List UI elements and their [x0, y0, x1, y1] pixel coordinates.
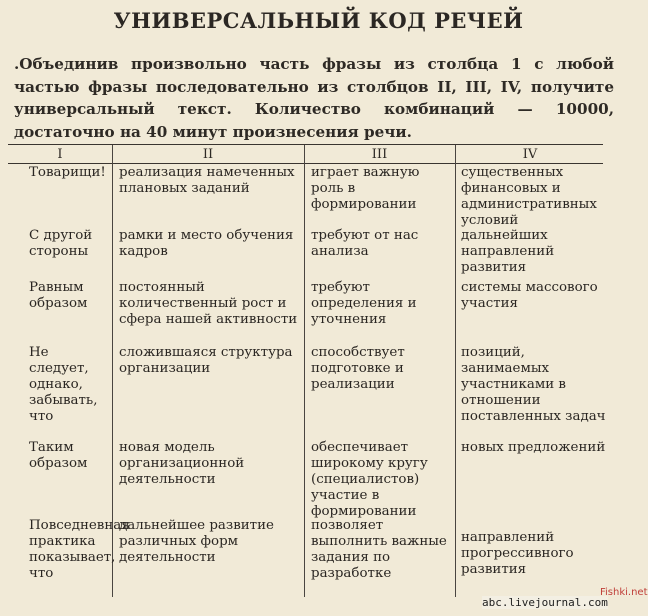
table-cell: дальнейшее развитие различных форм деятельности — [119, 518, 274, 565]
table-cell: С другой стороны — [29, 228, 93, 259]
table-cell: требуют от нас анализа — [311, 228, 419, 259]
table-cell: новая модель организационной деятельности — [119, 440, 245, 487]
table-top-rule — [8, 144, 603, 145]
table-cell: обеспечивает широкому кругу (специалистов) участие в формировании — [311, 440, 428, 519]
column-header-2: II — [202, 147, 214, 162]
page-title: УНИВЕРСАЛЬНЫЙ КОД РЕЧЕЙ — [113, 8, 524, 33]
table-cell: направлений прогрессивного развития — [461, 530, 574, 577]
table-cell: играет важную роль в формировании — [311, 165, 420, 212]
column-header-3: III — [371, 147, 388, 162]
column-header-4: IV — [522, 147, 538, 162]
table-cell: Таким образом — [29, 440, 88, 471]
table-cell: новых предложений — [461, 440, 606, 455]
column-divider — [304, 145, 305, 597]
table-cell: постоянный количественный рост и сфера нашей активности — [119, 280, 298, 327]
column-header-1: I — [57, 147, 63, 162]
table-cell: рамки и место обучения кадров — [119, 228, 294, 259]
table-cell: сложившаяся структура организации — [119, 345, 293, 376]
column-divider — [455, 145, 456, 597]
table-cell: требуют определения и уточнения — [311, 280, 417, 327]
intro-paragraph: .Объединив произвольно часть фразы из столбца 1 с любой частью фразы последовательно из столбцов II, III, IV, получите универсальный текст. Количество комбинаций — 10000, достаточно на 40 минут произнесения речи. — [14, 55, 614, 141]
table-cell: дальнейших направлений развития — [461, 228, 555, 275]
table-cell: Равным образом — [29, 280, 88, 311]
table-cell: Товарищи! — [29, 165, 106, 180]
table-cell: существенных финансовых и административных условий — [461, 165, 597, 228]
table-cell: позволяет выполнить важные задания по разработке — [311, 518, 447, 581]
table-cell: позиций, занимаемых участниками в отношении поставленных задач — [461, 345, 606, 424]
table-cell: системы массового участия — [461, 280, 598, 311]
table-header-rule — [8, 163, 603, 164]
table-cell: способствует подготовке и реализации — [311, 345, 405, 392]
table-cell: Повседневная практика показывает, что — [29, 518, 130, 581]
watermark-link: abc.livejournal.com — [482, 596, 608, 609]
watermark-logo: Fishki.net — [600, 587, 648, 598]
table-cell: Не следует, однако, забывать, что — [29, 345, 98, 424]
table-cell: реализация намеченных плановых заданий — [119, 165, 295, 196]
